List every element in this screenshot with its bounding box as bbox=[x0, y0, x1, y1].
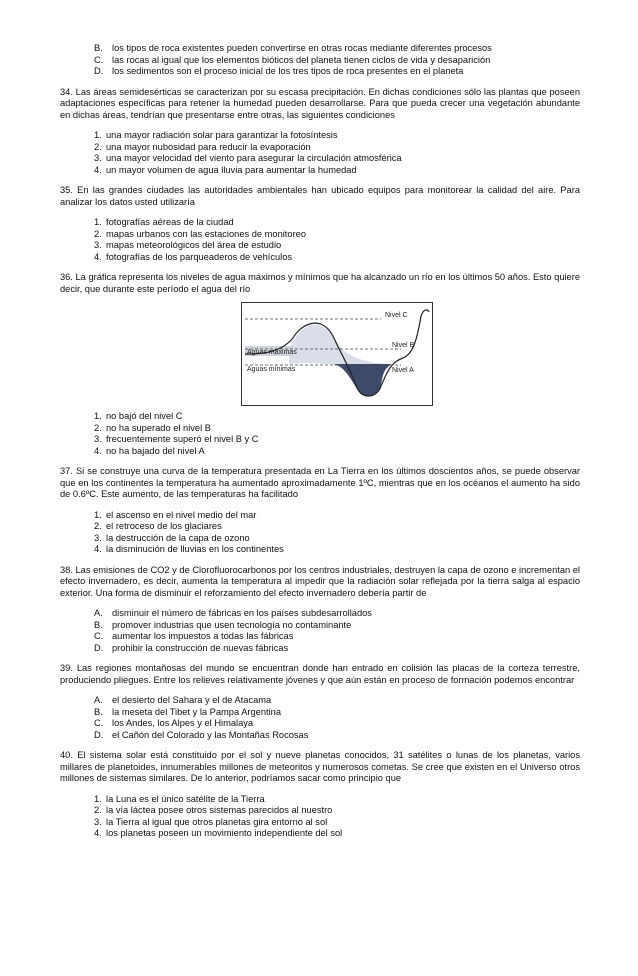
option-text: la disminución de lluvias en los continentes bbox=[106, 544, 284, 554]
option-item bbox=[60, 718, 580, 730]
option-key: C. bbox=[94, 54, 104, 65]
option-text: fotografías de los parqueaderos de vehículos bbox=[106, 251, 293, 262]
question-39-options bbox=[60, 695, 580, 741]
option-key: 2. bbox=[94, 805, 102, 815]
question-40-options bbox=[60, 794, 580, 840]
option-key: 3. bbox=[94, 153, 102, 163]
option-key: 1. bbox=[94, 217, 102, 227]
option-item bbox=[60, 510, 580, 522]
option-text: fotografías aéreas de la ciudad bbox=[106, 217, 234, 227]
option-text: la Tierra al igual que otros planetas gira entorno al sol bbox=[106, 816, 328, 827]
option-text: los planetas poseen un movimiento independiente del sol bbox=[106, 828, 343, 838]
option-text: la vía láctea posee otros sistemas parecidos al nuestro bbox=[106, 805, 333, 815]
option-key: 1. bbox=[94, 793, 102, 804]
option-item bbox=[60, 217, 580, 229]
option-key: 1. bbox=[94, 130, 102, 140]
option-text: un mayor volumen de agua lluvia para aumentar la humedad bbox=[106, 164, 357, 175]
option-text: la Luna es el único satélite de la Tierra bbox=[106, 793, 265, 804]
option-item bbox=[60, 153, 580, 165]
question-36-text: 36. La gráfica representa los niveles de agua máximos y mínimos que ha alcanzado un río en los últimos 50 años. Esto quiere decir, que durante este período el agua del río bbox=[60, 272, 580, 294]
label-aguas-minimas: Aguas mínimas bbox=[247, 366, 296, 373]
option-text: el desierto del Sahara y el de Atacama bbox=[112, 695, 272, 705]
option-key: C. bbox=[94, 631, 104, 641]
question-37-options bbox=[60, 510, 580, 556]
question-39-text: 39. Las regiones montañosas del mundo se encuentran donde han entrado en colisión las placas de la corteza terrestre, produciendo pliegues. Entre los relieves relativamente jóvenes y que aún están en proceso de formación podemos encontrar bbox=[60, 663, 580, 685]
option-text: las rocas al igual que los elementos bióticos del planeta tienen ciclos de vida y desaparición bbox=[112, 54, 491, 65]
option-text: el Cañón del Colorado y las Montañas Rocosas bbox=[112, 729, 309, 740]
option-key: B. bbox=[94, 43, 103, 53]
label-nivel-a: Nivel A bbox=[392, 367, 414, 374]
option-text: no ha superado el nivel B bbox=[106, 422, 211, 433]
option-text: una mayor nubosidad para reducir la evaporación bbox=[106, 141, 311, 152]
option-key: 2. bbox=[94, 141, 102, 152]
option-item bbox=[60, 240, 580, 252]
option-text: no ha bajado del nivel A bbox=[106, 445, 205, 456]
option-item bbox=[60, 608, 580, 620]
question-35-options bbox=[60, 217, 580, 263]
option-item bbox=[60, 533, 580, 545]
option-item bbox=[60, 446, 580, 458]
label-aguas-maximas: Aguas máximas bbox=[247, 349, 297, 356]
option-text: el ascenso en el nivel medio del mar bbox=[106, 509, 257, 520]
option-item bbox=[60, 707, 580, 719]
option-item bbox=[60, 165, 580, 177]
option-item bbox=[60, 521, 580, 533]
option-text: los tipos de roca existentes pueden convertirse en otras rocas mediante diferentes procesos bbox=[112, 43, 492, 53]
question-40-text: 40. El sistema solar está constituido por el sol y nueve planetas conocidos, 31 satélites o lunas de los planetas, varios millares de planetoides, innumerables millones de meteoritos y numerosos cometas. Se cree que existen en el Universo otros millones de sistemas similares. De lo anterior, podríamos sacar como principio que bbox=[60, 750, 580, 783]
option-text: la meseta del Tibet y la Pampa Argentina bbox=[112, 706, 281, 717]
option-item bbox=[60, 730, 580, 742]
option-item bbox=[60, 434, 580, 446]
label-nivel-b: Nivel B bbox=[392, 342, 415, 349]
option-item bbox=[60, 695, 580, 707]
option-text: disminuir el número de fábricas en los países subdesarrollados bbox=[112, 608, 372, 618]
option-key: A. bbox=[94, 608, 103, 618]
option-item bbox=[60, 66, 580, 78]
option-key: 1. bbox=[94, 509, 102, 520]
river-levels-diagram bbox=[241, 302, 433, 406]
option-item bbox=[60, 643, 580, 655]
option-key: D. bbox=[94, 642, 104, 653]
option-item bbox=[60, 229, 580, 241]
option-key: 4. bbox=[94, 828, 102, 838]
question-36-options bbox=[60, 411, 580, 457]
option-key: 4. bbox=[94, 164, 102, 175]
option-key: A. bbox=[94, 695, 103, 705]
option-text: no bajó del nivel C bbox=[106, 411, 183, 421]
option-text: una mayor radiación solar para garantizar la fotosíntesis bbox=[106, 130, 338, 140]
option-text: una mayor velocidad del viento para asegurar la circulación atmosférica bbox=[106, 153, 402, 163]
option-key: 4. bbox=[94, 544, 102, 554]
option-text: prohibir la construcción de nuevas fábricas bbox=[112, 642, 289, 653]
option-item bbox=[60, 620, 580, 632]
question-38-text: 38. Las emisiones de CO2 y de Clorofluorocarbonos por los centros industriales, destruyen la capa de ozono e incrementan el efecto invernadero, es decir, aumenta la temperatura al impedir que la radiación solar reflejada por la tierra salga al espacio exterior. Una forma de disminuir el reforzamiento del efecto invernadero debería partir de bbox=[60, 564, 580, 598]
option-key: 2. bbox=[94, 521, 102, 531]
option-key: 4. bbox=[94, 445, 102, 456]
question-37-text: 37. Si se construye una curva de la temperatura presentada en La Tierra en los últimos doscientos años, se puede observar que en los continentes la temperatura ha aumentado aproximadamente 1ºC, mientras que en los océanos el aumento ha sido de 0.6ºC. Este aumento, de las temperaturas ha facilitado bbox=[60, 466, 580, 499]
label-nivel-c: Nivel C bbox=[385, 312, 408, 319]
option-item bbox=[60, 130, 580, 142]
option-item bbox=[60, 794, 580, 806]
option-key: D. bbox=[94, 66, 104, 76]
option-key: 1. bbox=[94, 411, 102, 421]
option-item bbox=[60, 411, 580, 423]
option-text: aumentar los impuestos a todas las fábricas bbox=[112, 631, 294, 641]
option-text: mapas urbanos con las estaciones de monitoreo bbox=[106, 228, 307, 239]
option-key: 3. bbox=[94, 240, 102, 250]
option-item bbox=[60, 142, 580, 154]
option-item bbox=[60, 805, 580, 817]
option-text: el retroceso de los glaciares bbox=[106, 521, 222, 531]
option-key: D. bbox=[94, 729, 104, 740]
option-item bbox=[60, 55, 580, 67]
option-key: 3. bbox=[94, 816, 102, 827]
option-item bbox=[60, 828, 580, 840]
question-34-options bbox=[60, 130, 580, 176]
option-text: los sedimentos son el proceso inicial de los tres tipos de roca presentes en el planeta bbox=[112, 66, 464, 76]
question-35-text: 35. En las grandes ciudades las autoridades ambientales han ubicado equipos para monitorear la calidad del aire. Para analizar los datos usted utilizaría bbox=[60, 185, 580, 207]
continued-options-list bbox=[60, 43, 580, 78]
option-key: 2. bbox=[94, 228, 102, 239]
option-text: mapas meteorológicos del área de estudio bbox=[106, 240, 282, 250]
question-34-text: 34. Las áreas semidesérticas se caracterizan por su escasa precipitación. En dichas condiciones sólo las plantas que poseen adaptaciones específicas para retener la humedad pueden desarrollarse. Para que pueda crecer una vegetación abundante en dichas áreas, tendrían que presentarse entre otras, las siguientes condiciones bbox=[60, 86, 580, 120]
option-key: B. bbox=[94, 706, 103, 717]
river-levels-svg bbox=[241, 302, 433, 406]
option-item bbox=[60, 631, 580, 643]
option-key: C. bbox=[94, 718, 104, 728]
option-item bbox=[60, 252, 580, 264]
option-item bbox=[60, 817, 580, 829]
option-key: 3. bbox=[94, 434, 102, 444]
option-item bbox=[60, 423, 580, 435]
option-key: 3. bbox=[94, 532, 102, 543]
option-item bbox=[60, 544, 580, 556]
option-text: frecuentemente superó el nivel B y C bbox=[106, 434, 259, 444]
page-content bbox=[60, 0, 580, 840]
option-item bbox=[60, 43, 580, 55]
question-38-options bbox=[60, 608, 580, 654]
option-text: los Andes, los Alpes y el Himalaya bbox=[112, 718, 254, 728]
option-key: 2. bbox=[94, 422, 102, 433]
option-text: promover industrias que usen tecnología no contaminante bbox=[112, 619, 352, 630]
option-key: 4. bbox=[94, 251, 102, 262]
option-key: B. bbox=[94, 619, 103, 630]
option-text: la destrucción de la capa de ozono bbox=[106, 532, 250, 543]
